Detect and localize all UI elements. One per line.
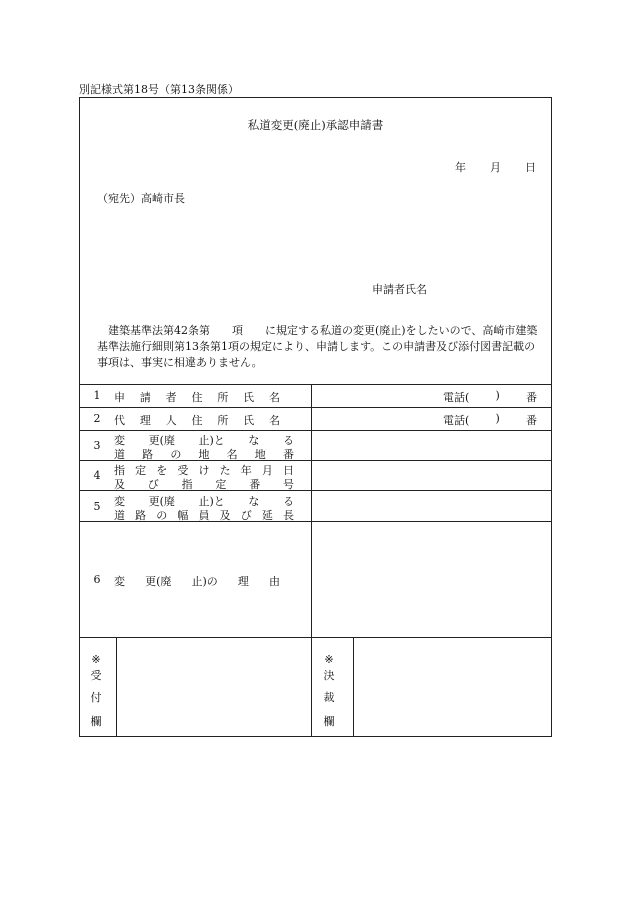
label-char: 更(廃 <box>148 495 175 508</box>
phone-paren-close: ) <box>495 389 500 402</box>
label-char: 欄 <box>323 715 335 728</box>
form-number-caption: 別記様式第18号（第13条関係） <box>79 83 239 96</box>
reference-mark: ※ <box>91 653 101 666</box>
row-label-line-2 <box>114 476 294 492</box>
row-label-agent-address <box>114 412 280 428</box>
receipt-column-divider <box>116 637 117 737</box>
label-char: 番 <box>282 448 294 461</box>
row-divider-6 <box>79 637 552 638</box>
date-month-label: 月 <box>490 161 501 174</box>
row-number: 5 <box>93 500 101 513</box>
label-char: 住 <box>191 414 203 427</box>
row-label-applicant-address <box>114 389 280 405</box>
label-char: 更(廃 <box>148 434 175 447</box>
label-char: 長 <box>283 509 294 522</box>
form-title: 私道変更(廃止)承認申請書 <box>247 118 384 132</box>
label-char: 月 <box>261 464 273 477</box>
label-char: 止)と <box>198 434 225 447</box>
table-top-border <box>79 384 552 385</box>
addressee: （宛先）高崎市長 <box>97 192 185 205</box>
label-char: 氏 <box>243 414 255 427</box>
label-char: 名 <box>268 391 280 404</box>
label-char: 者 <box>165 391 177 404</box>
row-label-reason <box>114 573 280 589</box>
label-char: 地 <box>198 448 210 461</box>
label-char: 由 <box>268 575 280 588</box>
label-char: 年 <box>240 464 252 477</box>
label-char: び <box>147 478 159 491</box>
label-char: 受 <box>177 464 189 477</box>
label-char: 及 <box>114 478 125 491</box>
label-char: 及 <box>219 509 231 522</box>
label-char: 道 <box>114 448 125 461</box>
label-char: 番 <box>249 478 261 491</box>
label-char: 変 <box>114 434 125 447</box>
row-number: 1 <box>93 389 101 402</box>
label-char: 請 <box>139 391 151 404</box>
date-day-label: 日 <box>525 161 536 174</box>
date-year-label: 年 <box>455 161 466 174</box>
phone-field-applicant <box>443 389 537 405</box>
label-char: 変 <box>114 495 125 508</box>
label-char: 決 <box>323 669 335 682</box>
row-number: 2 <box>93 412 101 425</box>
label-char: 住 <box>191 391 203 404</box>
row-divider-1 <box>79 407 552 408</box>
label-char: た <box>219 464 231 477</box>
column-divider-main <box>311 384 312 737</box>
label-char: 定 <box>135 464 147 477</box>
label-char: 号 <box>282 478 294 491</box>
label-char: 代 <box>114 414 125 427</box>
label-char: る <box>282 434 294 447</box>
label-char: 定 <box>215 478 227 491</box>
label-char: 付 <box>90 691 102 704</box>
label-char: 更(廃 <box>145 575 172 588</box>
decision-column-label <box>322 653 336 727</box>
label-char: 幅 <box>177 509 189 522</box>
label-char: る <box>282 495 294 508</box>
label-char: 人 <box>165 414 177 427</box>
label-char: を <box>156 464 168 477</box>
row-number: 6 <box>93 573 101 586</box>
label-char: 所 <box>217 391 229 404</box>
phone-label: 電話( <box>443 414 470 427</box>
label-char: な <box>248 434 260 447</box>
decision-column-divider <box>353 637 354 737</box>
label-char: 名 <box>268 414 280 427</box>
label-char: 止)の <box>191 575 218 588</box>
label-char: の <box>156 509 168 522</box>
label-char: 名 <box>226 448 238 461</box>
row-label-line-2 <box>114 446 294 462</box>
phone-suffix: 番 <box>526 414 537 427</box>
row-number: 3 <box>93 439 101 452</box>
label-char: 員 <box>198 509 210 522</box>
phone-paren-close: ) <box>495 412 500 425</box>
label-char: 理 <box>237 575 249 588</box>
label-char: 止)と <box>198 495 225 508</box>
phone-field-agent <box>443 412 537 428</box>
label-char: 所 <box>217 414 229 427</box>
reference-mark: ※ <box>324 653 334 666</box>
label-char: 道 <box>114 509 125 522</box>
label-char: 指 <box>181 478 193 491</box>
row-label-line-2 <box>114 507 294 523</box>
phone-label: 電話( <box>443 391 470 404</box>
label-char: 日 <box>283 464 294 477</box>
label-char: 地 <box>254 448 266 461</box>
label-char: け <box>198 464 210 477</box>
label-char: 裁 <box>323 691 335 704</box>
receipt-column-label <box>89 653 103 727</box>
applicant-name-label: 申請者氏名 <box>372 283 427 296</box>
label-char: 延 <box>261 509 273 522</box>
label-char: 理 <box>139 414 151 427</box>
label-char: 氏 <box>243 391 255 404</box>
label-char: 路 <box>135 509 147 522</box>
label-char: 申 <box>114 391 125 404</box>
label-char: な <box>248 495 260 508</box>
label-char: 変 <box>114 575 125 588</box>
label-char: 路 <box>142 448 154 461</box>
phone-suffix: 番 <box>526 391 537 404</box>
label-char: の <box>170 448 182 461</box>
row-divider-2 <box>79 430 552 431</box>
label-char: 欄 <box>90 715 102 728</box>
row-number: 4 <box>93 469 101 482</box>
label-char: び <box>240 509 252 522</box>
label-char: 指 <box>114 464 125 477</box>
declaration-text: 建築基準法第42条第 項 に規定する私道の変更(廃止)をしたいので、高崎市建築基準法施行細則第13条第1項の規定により、申請します。この申請書及び添付図書記載の事項は、事実に相違ありません。 <box>97 324 538 369</box>
label-char: 受 <box>90 669 102 682</box>
